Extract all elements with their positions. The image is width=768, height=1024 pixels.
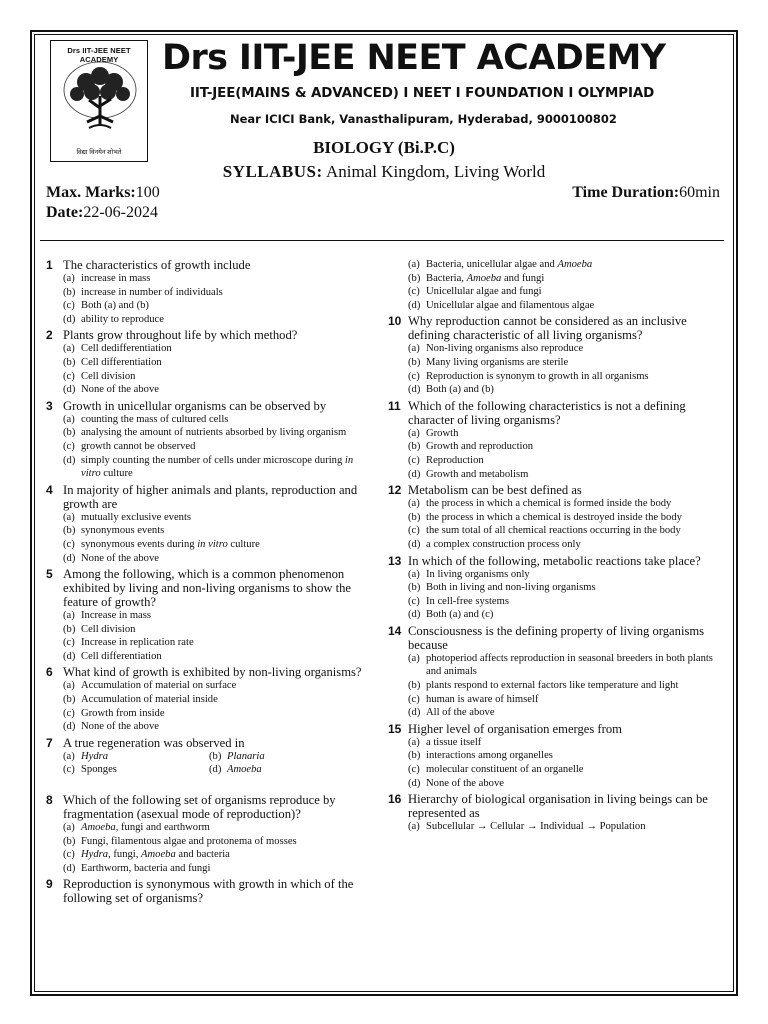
question-14	[388, 624, 722, 720]
option-text: Accumulation of material on surface	[81, 680, 237, 692]
option-text: Cell division	[81, 623, 136, 635]
option-text-part: synonymous events during	[81, 538, 198, 550]
option	[46, 609, 368, 623]
option	[63, 763, 209, 777]
option-text: plants respond to external factors like temperature and light	[426, 680, 679, 692]
option-letter: (d)	[63, 721, 76, 733]
option	[388, 497, 722, 511]
question-10	[388, 314, 722, 396]
option-letter: (c)	[408, 764, 420, 776]
option-letter: (b)	[63, 427, 76, 439]
option-text: the process in which a chemical is destroyed inside the body	[426, 511, 682, 523]
option-text: Cell differentiation	[81, 650, 162, 662]
option	[388, 595, 722, 609]
option-text: a complex construction process only	[426, 538, 581, 550]
option-text-italic: Hydra	[81, 849, 109, 861]
option-text	[426, 272, 722, 286]
option-letter: (a)	[63, 343, 75, 355]
option-text-part: simply counting the number of cells under microscope during	[81, 454, 345, 466]
option-text: Growth and reproduction	[426, 441, 534, 453]
option-letter: (a)	[63, 511, 75, 523]
option-letter: (c)	[63, 849, 75, 861]
option	[46, 821, 368, 835]
question-number: 14	[388, 623, 402, 638]
option	[46, 552, 368, 566]
option-letter: (b)	[408, 272, 421, 284]
question-text: Which of the following set of organisms reproduce by fragmentation (asexual mode of reproduction)?	[63, 793, 336, 822]
question-number: 7	[46, 735, 53, 750]
option	[388, 777, 722, 791]
syllabus-value: Animal Kingdom, Living World	[322, 162, 546, 181]
option-text: synonymous events	[81, 525, 165, 537]
option-text-italic: Amoeba	[81, 822, 116, 834]
option-text-italic: Amoeba	[141, 849, 176, 861]
option-text: mutually exclusive events	[81, 511, 192, 523]
question-text: What kind of growth is exhibited by non-living organisms?	[63, 665, 362, 680]
question-text: Reproduction is synonymous with growth in which of the following set of organisms?	[63, 877, 354, 906]
option	[388, 356, 722, 370]
question-number: 10	[388, 314, 402, 329]
option-text-italic: in vitro	[81, 454, 354, 480]
option	[388, 693, 722, 707]
option-letter: (a)	[408, 427, 420, 439]
option-text: Fungi, filamentous algae and protonema of mosses	[81, 835, 297, 847]
option	[46, 370, 368, 384]
option-text: growth cannot be observed	[81, 440, 196, 452]
option-text: Reproduction is synonym to growth in all organisms	[426, 370, 649, 382]
option	[46, 454, 368, 481]
option-letter: (a)	[408, 736, 420, 748]
option	[388, 736, 722, 750]
option-text: None of the above	[81, 552, 159, 564]
option-text-part: Bacteria, unicellular algae and	[426, 259, 558, 270]
option-text: interactions among organelles	[426, 750, 553, 762]
syllabus-line	[0, 162, 768, 182]
question-text: Among the following, which is a common phenomenon exhibited by living and non-living organisms to show the feature of growth?	[63, 567, 352, 610]
option	[46, 679, 368, 693]
option	[388, 763, 722, 777]
option-letter: (c)	[63, 440, 75, 452]
option-letter: (c)	[408, 370, 420, 382]
option	[46, 286, 368, 300]
option-letter: (c)	[408, 693, 420, 705]
option	[388, 581, 722, 595]
max-marks	[46, 184, 160, 202]
option	[408, 299, 722, 313]
option	[388, 370, 722, 384]
option-text: None of the above	[81, 721, 159, 733]
option	[388, 511, 722, 525]
option	[388, 524, 722, 538]
option-text: Unicellular algae and filamentous algae	[426, 299, 595, 311]
option-text: Accumulation of material inside	[81, 694, 218, 706]
option-text: Cell division	[81, 370, 136, 382]
question-number: 4	[46, 482, 53, 497]
option	[408, 285, 722, 299]
question-text: Growth in unicellular organisms can be observed by	[63, 398, 327, 413]
option-letter: (d)	[63, 454, 76, 466]
question-text: Consciousness is the defining property of living organisms because	[408, 623, 705, 652]
option	[46, 538, 368, 552]
option-letter: (c)	[408, 454, 420, 466]
option	[46, 383, 368, 397]
option-text	[81, 538, 368, 552]
option-letter: (a)	[408, 498, 420, 510]
option-letter: (d)	[408, 468, 421, 480]
option-text	[81, 848, 368, 862]
question-text: Hierarchy of biological organisation in living beings can be represented as	[408, 792, 708, 821]
option	[388, 468, 722, 482]
option-letter: (d)	[63, 384, 76, 396]
option	[46, 707, 368, 721]
question-8	[46, 793, 368, 875]
option-text: Reproduction	[426, 454, 484, 466]
question-column-right	[388, 258, 722, 836]
question-column-left	[46, 258, 368, 907]
option-text: Growth and metabolism	[426, 468, 529, 480]
option-letter: (a)	[408, 259, 420, 270]
question-text: Higher level of organisation emerges from	[408, 721, 622, 736]
option-letter: (b)	[63, 694, 76, 706]
option-text: None of the above	[81, 384, 159, 396]
option	[46, 623, 368, 637]
max-marks-value: 100	[135, 184, 160, 201]
question-text: Metabolism can be best defined as	[408, 483, 582, 498]
question-number: 16	[388, 792, 402, 807]
option-letter: (d)	[209, 764, 222, 776]
option-letter: (b)	[63, 623, 76, 635]
option	[46, 413, 368, 427]
option-text: Growth from inside	[81, 707, 165, 719]
option	[388, 454, 722, 468]
question-text: Why reproduction cannot be considered as an inclusive defining characteristic of all living organisms?	[408, 314, 687, 343]
question-text: In which of the following, metabolic reactions take place?	[408, 553, 701, 568]
question-text: Which of the following characteristics is not a defining character of living organisms?	[408, 398, 686, 427]
tree-icon	[59, 56, 141, 144]
option-letter: (a)	[63, 273, 75, 284]
option-letter: (c)	[63, 370, 75, 382]
max-marks-label: Max. Marks:	[46, 184, 136, 201]
option-text-italic: Amoeba	[557, 259, 593, 270]
question-13	[388, 554, 722, 622]
logo-title: Drs IIT-JEE NEET ACADEMY	[67, 46, 131, 64]
option-letter: (d)	[408, 299, 421, 311]
option	[388, 538, 722, 552]
option-letter: (b)	[63, 356, 76, 368]
option	[388, 652, 722, 679]
question-number: 2	[46, 328, 53, 343]
option-letter: (c)	[63, 637, 75, 649]
option-letter: (b)	[209, 750, 222, 762]
option	[388, 679, 722, 693]
question-9	[46, 877, 368, 905]
option-text-italic: Hydra	[81, 750, 109, 762]
logo-motto: विद्या विनयेन शोभते	[76, 149, 122, 156]
option	[388, 427, 722, 441]
option	[388, 568, 722, 582]
option-text: None of the above	[426, 777, 504, 789]
option	[46, 720, 368, 734]
option	[46, 835, 368, 849]
option-letter: (c)	[408, 595, 420, 607]
option	[46, 356, 368, 370]
option-text: Sponges	[81, 764, 117, 776]
option	[46, 693, 368, 707]
question-text: A true regeneration was observed in	[63, 735, 245, 750]
option-letter: (b)	[408, 680, 421, 692]
option-text: Unicellular algae and fungi	[426, 286, 542, 298]
option-letter: (a)	[408, 568, 420, 580]
option-letter: (a)	[408, 821, 420, 833]
option	[46, 511, 368, 525]
question-7	[46, 736, 368, 777]
question-text: In majority of higher animals and plants, reproduction and growth are	[63, 482, 358, 511]
header-divider	[40, 240, 724, 241]
question-12	[388, 483, 722, 551]
option	[388, 706, 722, 720]
question-number: 13	[388, 553, 402, 568]
option	[46, 848, 368, 862]
option-text: In cell-free systems	[426, 595, 509, 607]
option-letter: (a)	[408, 343, 420, 355]
option	[63, 750, 209, 764]
question-3	[46, 399, 368, 481]
option-letter: (b)	[63, 835, 76, 847]
option-text-italic: Amoeba	[227, 764, 262, 776]
question-text: Plants grow throughout life by which method?	[63, 328, 298, 343]
option-text: Subcellular → Cellular → Individual → Population	[426, 821, 646, 833]
option-text: Earthworm, bacteria and fungi	[81, 862, 211, 874]
option-text: Both (a) and (c)	[426, 609, 494, 621]
option	[388, 608, 722, 622]
option-text: the process in which a chemical is formed inside the body	[426, 498, 672, 510]
option	[46, 272, 368, 286]
question-number: 6	[46, 665, 53, 680]
option-text: Many living organisms are sterile	[426, 356, 569, 368]
question-16	[388, 792, 722, 834]
question-1	[46, 258, 368, 326]
syllabus-label: SYLLABUS:	[222, 162, 323, 181]
option-letter: (c)	[63, 764, 75, 776]
time-duration	[572, 184, 720, 202]
option	[388, 820, 722, 834]
option	[46, 524, 368, 538]
question-number: 11	[388, 398, 401, 413]
option-text: photoperiod affects reproduction in seasonal breeders in both plants and animals	[426, 652, 713, 678]
option-letter: (c)	[63, 538, 75, 550]
question-number: 1	[46, 258, 53, 272]
option	[46, 862, 368, 876]
option-letter: (d)	[408, 609, 421, 621]
option-text-part: and fungi	[501, 272, 545, 284]
option-letter: (d)	[408, 384, 421, 396]
option-row	[46, 763, 368, 777]
time-duration-value: 60min	[679, 184, 720, 201]
academy-address: Near ICICI Bank, Vanasthalipuram, Hyderabad, 9000100802	[230, 112, 617, 126]
academy-name: Drs IIT-JEE NEET ACADEMY	[162, 38, 666, 78]
option-letter: (a)	[63, 680, 75, 692]
option-letter: (b)	[63, 525, 76, 537]
question-number: 3	[46, 398, 53, 413]
option-letter: (b)	[408, 441, 421, 453]
option-text	[81, 454, 368, 481]
question-number: 12	[388, 483, 402, 498]
option-text-part: and bacteria	[175, 849, 230, 861]
option-text: Cell dedifferentiation	[81, 343, 172, 355]
option-text	[426, 258, 722, 272]
option	[388, 440, 722, 454]
option-letter: (a)	[408, 652, 420, 664]
option-text: analysing the amount of nutrients absorbed by living organism	[81, 427, 347, 439]
option-text-italic: in vitro	[197, 538, 228, 550]
option	[209, 763, 355, 777]
exam-date	[46, 204, 158, 222]
question-text: The characteristics of growth include	[63, 258, 251, 272]
exam-date-value: 22-06-2024	[83, 204, 158, 221]
option-letter: (b)	[408, 750, 421, 762]
option	[388, 749, 722, 763]
option-text: Cell differentiation	[81, 356, 162, 368]
option-text: Non-living organisms also reproduce	[426, 343, 584, 355]
option-text: ability to reproduce	[81, 313, 164, 325]
option-text: counting the mass of cultured cells	[81, 413, 229, 425]
option-text: Both (a) and (b)	[81, 300, 149, 312]
question-9-options	[408, 258, 722, 312]
option-letter: (a)	[63, 822, 75, 834]
option-letter: (c)	[63, 300, 75, 312]
option-text: molecular constituent of an organelle	[426, 764, 584, 776]
option-letter: (b)	[408, 356, 421, 368]
option-text: a tissue itself	[426, 736, 482, 748]
option-text: Increase in replication rate	[81, 637, 194, 649]
option-text: All of the above	[426, 707, 495, 719]
option-letter: (d)	[63, 552, 76, 564]
option-letter: (d)	[63, 862, 76, 874]
option-letter: (d)	[408, 707, 421, 719]
subject-title: BIOLOGY (Bi.P.C)	[313, 138, 455, 157]
option-letter: (b)	[63, 286, 76, 298]
exam-date-label: Date:	[46, 204, 84, 221]
option-text-part: culture	[100, 468, 133, 480]
option-row	[46, 750, 368, 764]
option	[46, 636, 368, 650]
option-letter: (b)	[408, 511, 421, 523]
question-number: 5	[46, 567, 53, 582]
option	[46, 299, 368, 313]
option-text-part: , fungi and earthworm	[115, 822, 210, 834]
option	[388, 383, 722, 397]
time-duration-label: Time Duration:	[572, 184, 680, 201]
option	[46, 440, 368, 454]
option-text-part: , fungi,	[108, 849, 142, 861]
option-text: Increase in mass	[81, 610, 152, 622]
question-number: 8	[46, 793, 53, 808]
option-letter: (d)	[408, 538, 421, 550]
question-2	[46, 328, 368, 396]
option-text: increase in mass	[81, 273, 151, 284]
option-letter: (c)	[408, 286, 420, 298]
option-letter: (a)	[63, 413, 75, 425]
option-letter: (a)	[63, 610, 75, 622]
option-text	[81, 821, 368, 835]
option-text-italic: Amoeba	[466, 272, 502, 284]
option-letter: (c)	[408, 525, 420, 537]
option-letter: (d)	[408, 777, 421, 789]
option-text-part: Bacteria,	[426, 272, 467, 284]
option-letter: (a)	[63, 750, 75, 762]
option	[46, 313, 368, 327]
option-letter: (c)	[63, 707, 75, 719]
question-4	[46, 483, 368, 565]
option	[209, 750, 355, 764]
option-text: human is aware of himself	[426, 693, 539, 705]
question-11	[388, 399, 722, 481]
option-text: Both in living and non-living organisms	[426, 582, 596, 594]
question-6	[46, 665, 368, 733]
option-text-italic: Planaria	[227, 750, 265, 762]
option-text: increase in number of individuals	[81, 286, 223, 298]
option	[388, 342, 722, 356]
option-text: In living organisms only	[426, 568, 530, 580]
option-letter: (b)	[408, 582, 421, 594]
option	[408, 258, 722, 272]
option	[46, 342, 368, 356]
academy-tagline: IIT-JEE(MAINS & ADVANCED) I NEET I FOUNDATION I OLYMPIAD	[190, 86, 655, 101]
option-text: Growth	[426, 427, 459, 439]
option	[46, 426, 368, 440]
option	[408, 272, 722, 286]
question-5	[46, 567, 368, 663]
option-letter: (d)	[63, 313, 76, 325]
option-text-part: culture	[227, 538, 260, 550]
option-letter: (d)	[63, 650, 76, 662]
question-number: 9	[46, 877, 53, 892]
option-text: the sum total of all chemical reactions occurring in the body	[426, 525, 681, 537]
option-text: Both (a) and (b)	[426, 384, 494, 396]
option	[46, 650, 368, 664]
question-15	[388, 722, 722, 790]
question-number: 15	[388, 721, 402, 736]
